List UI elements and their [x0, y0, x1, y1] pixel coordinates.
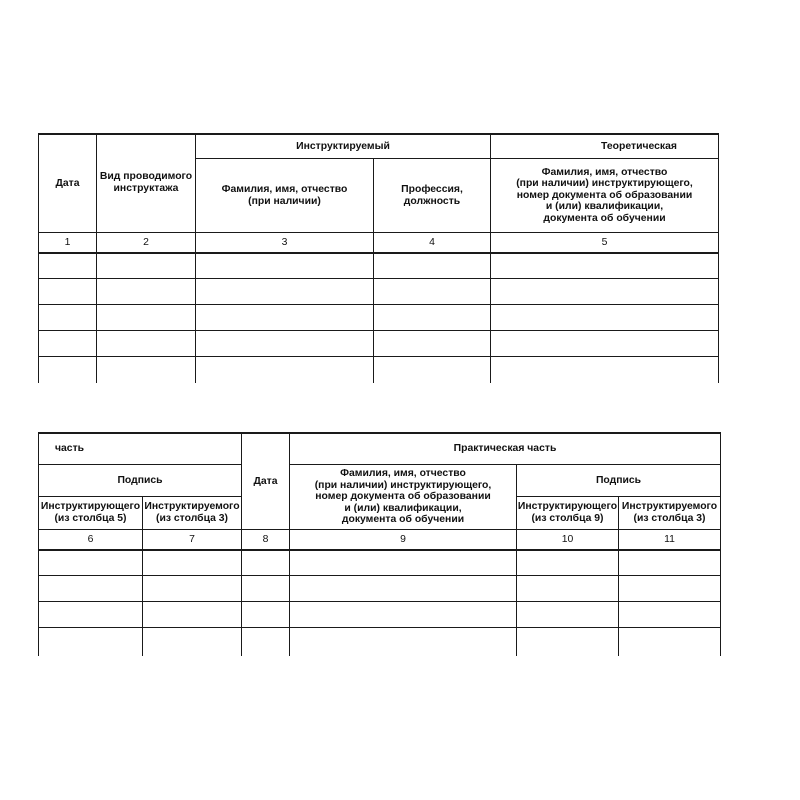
header-instructed-name: Фамилия, имя, отчество (при наличии)	[221, 183, 348, 207]
column-number: 3	[281, 236, 288, 248]
table-row[interactable]	[39, 254, 718, 278]
column-number: 5	[601, 236, 608, 248]
header-instructed-signature-2: Инструктируемого (из столбца 3)	[621, 501, 718, 524]
column-number: 4	[429, 236, 435, 248]
header-instructor-info: Фамилия, имя, отчество (при наличии) инструктирующего, номер документа об образовании и (или) квалификации, документа об обучении	[516, 166, 693, 224]
table-row[interactable]	[39, 331, 718, 356]
header-practical: Практическая часть	[453, 443, 557, 455]
table-row[interactable]	[39, 602, 720, 627]
header-instructed: Инструктируемый	[296, 140, 390, 152]
column-number: 8	[262, 533, 269, 545]
header-briefing-type: Вид проводимого инструктажа	[99, 171, 193, 194]
column-number: 9	[400, 533, 406, 545]
table-row[interactable]	[39, 305, 718, 330]
header-date: Дата	[253, 475, 278, 487]
header-instructor-signature-2: Инструктирующего (из столбца 9)	[517, 501, 618, 524]
header-instructor-signature: Инструктирующего (из столбца 5)	[40, 501, 141, 524]
table-row[interactable]	[39, 357, 718, 383]
header-instructor-info: Фамилия, имя, отчество (при наличии) инструктирующего, номер документа об образовании и (или) квалификации, документа об обучении	[314, 468, 492, 526]
column-number: 1	[64, 236, 71, 248]
table-row[interactable]	[39, 551, 720, 575]
table-row[interactable]	[39, 279, 718, 304]
column-number: 11	[664, 533, 675, 545]
table1-col-line	[718, 133, 719, 383]
header-instructed-signature: Инструктируемого (из столбца 3)	[144, 501, 240, 524]
table-row[interactable]	[39, 628, 720, 656]
table2-col-line	[720, 432, 721, 656]
header-signature: Подпись	[117, 474, 163, 486]
column-number: 6	[87, 533, 94, 545]
header-part: часть	[55, 443, 85, 455]
column-number: 2	[143, 236, 149, 248]
column-number: 7	[189, 533, 195, 545]
header-theoretical: Теоретическая	[601, 140, 677, 152]
header-instructed-position: Профессия, должность	[401, 183, 463, 207]
table-row[interactable]	[39, 576, 720, 601]
header-date: Дата	[55, 177, 80, 189]
column-number: 10	[561, 533, 574, 545]
header-signature-2: Подпись	[595, 474, 642, 486]
